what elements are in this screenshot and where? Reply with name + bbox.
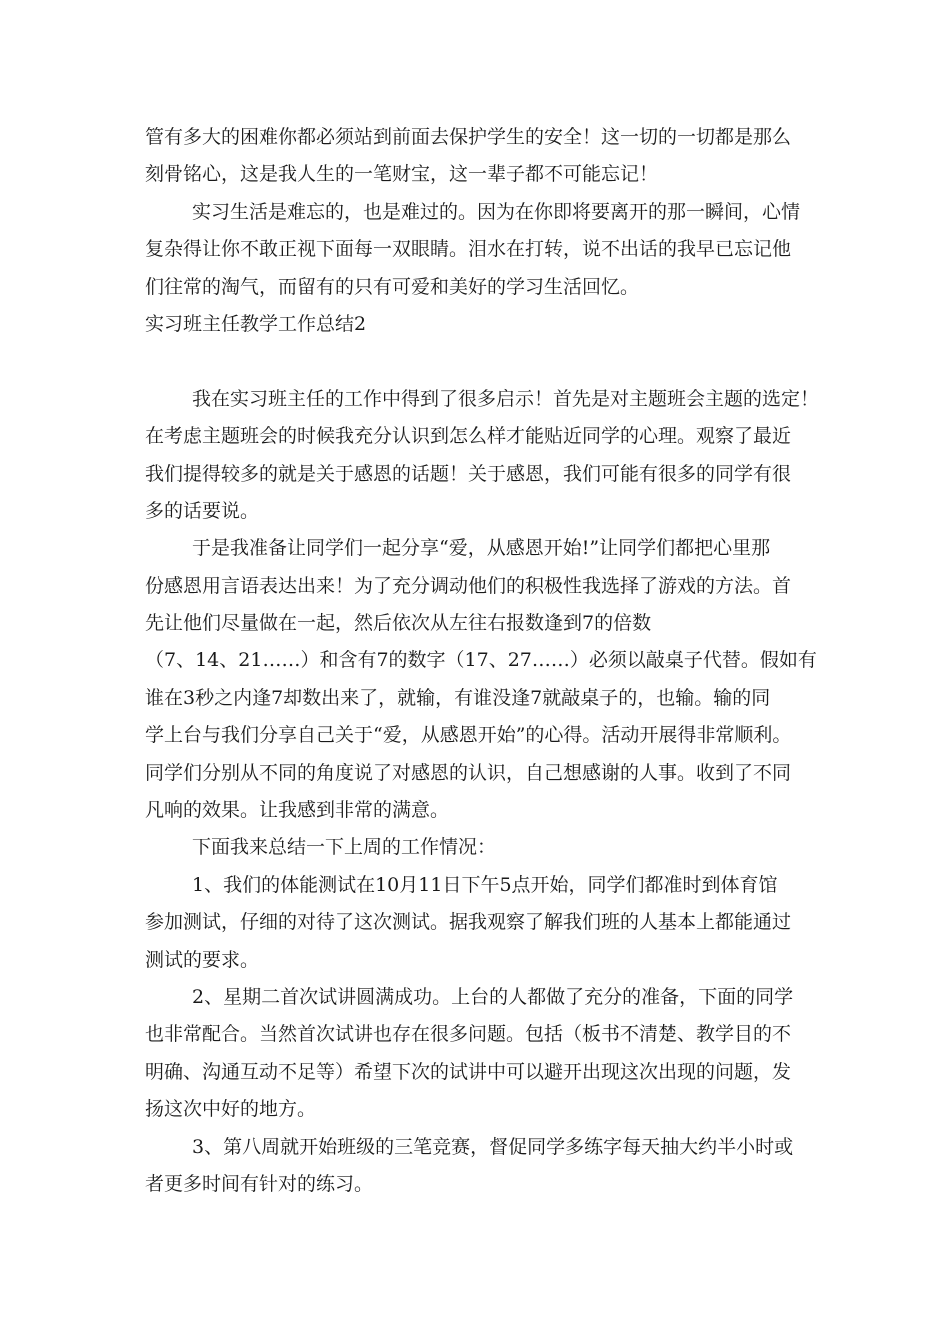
text-line: 我们提得较多的就是关于感恩的话题！关于感恩，我们可能有很多的同学有很 <box>145 462 792 485</box>
text-line: 也非常配合。当然首次试讲也存在很多问题。包括（板书不清楚、教学目的不 <box>145 1023 792 1046</box>
text-line: 学上台与我们分享自己关于“爱，从感恩开始”的心得。活动开展得非常顺利。 <box>145 724 792 747</box>
document-body <box>145 119 825 1203</box>
text-line: 凡响的效果。让我感到非常的满意。 <box>145 799 450 822</box>
text-line: 管有多大的困难你都必须站到前面去保护学生的安全！这一切的一切都是那么 <box>145 126 792 148</box>
text-line: 多的话要说。 <box>145 499 260 522</box>
text-line: 份感恩用言语表达出来！为了充分调动他们的积极性我选择了游戏的方法。首 <box>145 574 792 597</box>
text-line: 们往常的淘气，而留有的只有可爱和美好的学习生活回忆。 <box>145 275 640 298</box>
text-line: 明确、沟通互动不足等）希望下次的试讲中可以避开出现这次出现的问题，发 <box>145 1060 792 1083</box>
text-line: （7、14、21……）和含有7的数字（17、27……）必须以敲桌子代替。假如有 <box>145 649 817 672</box>
text-line: 下面我来总结一下上周的工作情况： <box>192 836 497 859</box>
text-line: 刻骨铭心，这是我人生的一笔财宝，这一辈子都不可能忘记！ <box>145 163 659 186</box>
text-line: 参加测试，仔细的对待了这次测试。据我观察了解我们班的人基本上都能通过 <box>145 911 792 934</box>
text-line: 实习生活是难忘的，也是难过的。因为在你即将要离开的那一瞬间，心情 <box>192 200 801 223</box>
text-line: 2、星期二首次试讲圆满成功。上台的人都做了充分的准备，下面的同学 <box>192 985 794 1008</box>
text-line: 1、我们的体能测试在10月11日下午5点开始，同学们都准时到体育馆 <box>192 873 778 896</box>
text-line: 在考虑主题班会的时候我充分认识到怎么样才能贴近同学的心理。观察了最近 <box>145 425 792 448</box>
text-line: 测试的要求。 <box>145 948 260 971</box>
text-line: 扬这次中好的地方。 <box>145 1098 317 1121</box>
text-line: 同学们分别从不同的角度说了对感恩的认识，自己想感谢的人事。收到了不同 <box>145 761 792 784</box>
section-heading: 实习班主任教学工作总结2 <box>145 312 367 335</box>
text-line: 于是我准备让同学们一起分享“爱，从感恩开始!”让同学们都把心里那 <box>192 537 771 560</box>
text-line: 谁在3秒之内逢7却数出来了，就输，有谁没逢7就敲桌子的，也输。输的同 <box>145 686 771 709</box>
text-line: 先让他们尽量做在一起，然后依次从左往右报数逢到7的倍数 <box>145 612 652 635</box>
text-line: 我在实习班主任的工作中得到了很多启示！首先是对主题班会主题的选定！ <box>192 387 820 410</box>
text-line: 复杂得让你不敢正视下面每一双眼睛。泪水在打转，说不出话的我早已忘记他 <box>145 238 792 261</box>
text-line: 3、第八周就开始班级的三笔竞赛，督促同学多练字每天抽大约半小时或 <box>192 1135 794 1158</box>
blank-line <box>145 343 825 380</box>
text-line: 者更多时间有针对的练习。 <box>145 1172 374 1195</box>
